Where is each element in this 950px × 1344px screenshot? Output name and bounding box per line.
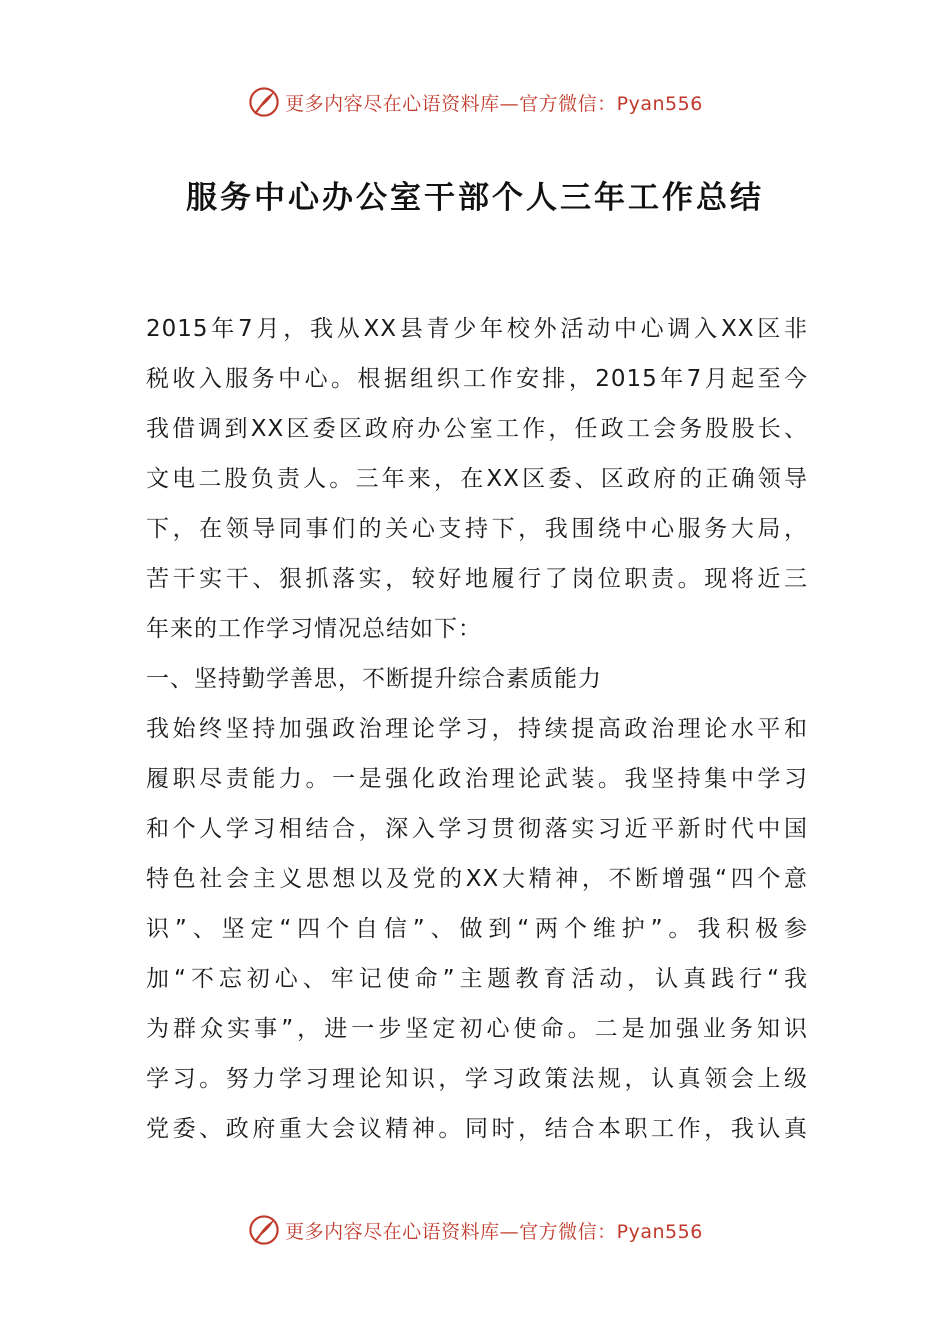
body-line: 税收入服务中心。根据组织工作安排，2015年7月起至今 [146,366,808,392]
body-line: 党委、政府重大会议精神。同时，结合本职工作，我认真 [146,1116,808,1142]
document-body [146,306,808,1156]
footer-wechat-id: Pyan556 [616,1220,703,1243]
body-line: 苦干实干、狠抓落实，较好地履行了岗位职责。现将近三 [146,566,808,592]
body-line: 学习。努力学习理论知识，学习政策法规，认真领会上级 [146,1066,808,1092]
quill-logo-icon [247,85,281,119]
body-line: 我借调到XX区委区政府办公室工作，任政工会务股股长、 [146,416,808,442]
body-line: 为群众实事”，进一步坚定初心使命。二是加强业务知识 [146,1016,808,1042]
header-watermark-label: 更多内容尽在心语资料库—官方微信： [285,92,617,115]
body-line: 文电二股负责人。三年来，在XX区委、区政府的正确领导 [146,466,808,492]
body-line: 识”、坚定“四个自信”、做到“两个维护”。我积极参 [146,916,808,942]
footer-watermark-label: 更多内容尽在心语资料库—官方微信： [285,1220,617,1243]
quill-logo-icon [247,1213,281,1247]
footer-watermark-banner [0,1208,950,1252]
body-line: 加“不忘初心、牢记使命”主题教育活动，认真践行“我 [146,966,808,992]
body-line: 履职尽责能力。一是强化政治理论武装。我坚持集中学习 [146,766,808,792]
body-line: 年来的工作学习情况总结如下： [146,616,482,642]
body-line: 和个人学习相结合，深入学习贯彻落实习近平新时代中国 [146,816,808,842]
document-title: 服务中心办公室干部个人三年工作总结 [186,180,764,216]
section-heading: 一、坚持勤学善思，不断提升综合素质能力 [146,666,602,692]
footer-watermark-text [285,1217,703,1244]
body-line: 我始终坚持加强政治理论学习，持续提高政治理论水平和 [146,716,808,742]
body-line: 2015年7月，我从XX县青少年校外活动中心调入XX区非 [146,316,808,342]
header-watermark-text [285,89,703,116]
body-line: 特色社会主义思想以及党的XX大精神，不断增强“四个意 [146,866,808,892]
header-wechat-id: Pyan556 [616,92,703,115]
header-watermark-banner [0,80,950,124]
body-line: 下，在领导同事们的关心支持下，我围绕中心服务大局， [146,516,808,542]
